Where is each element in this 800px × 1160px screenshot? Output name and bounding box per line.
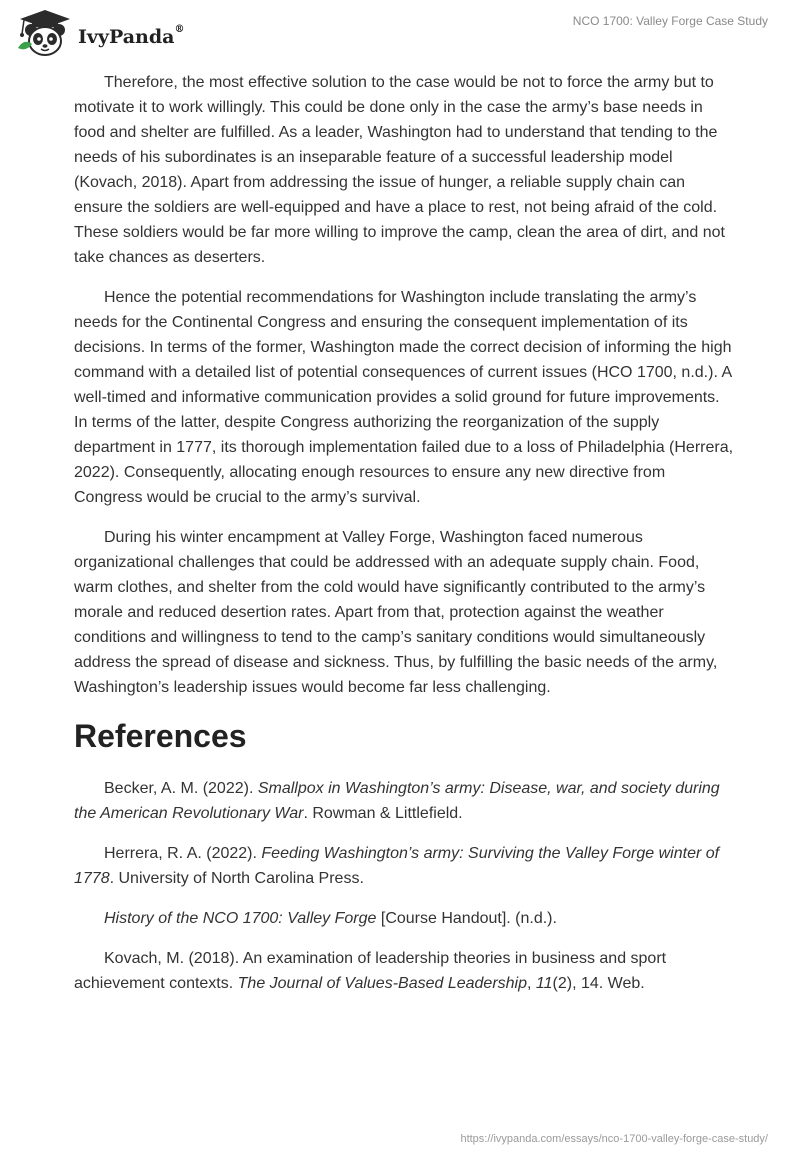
reference-kovach: Kovach, M. (2018). An examination of leadership theories in business and sport achievement contexts. The Journal of Values-Based Leadership, 11(2), 14. Web. <box>74 950 667 992</box>
brand-name: IvyPanda® <box>78 24 185 48</box>
essay-content <box>74 70 734 1011</box>
body-paragraph-2: Hence the potential recommendations for Washington include translating the army’s needs for the Continental Congress and ensuring the consequent implementation of its decisions. In terms of the former, Washington made the correct decision of informing the high command with a detailed list of potential consequences of current issues (HCO 1700, n.d.). A well-timed and informative communication provides a solid ground for future improvements. In terms of the latter, despite Congress authorizing the reorganization of the supply department in 1777, its thorough implementation failed due to a loss of Philadelphia (Herrera, 2022). Consequently, allocating enough resources to ensure any new directive from Congress would be crucial to the army’s survival. <box>74 289 734 506</box>
source-url[interactable]: https://ivypanda.com/essays/nco-1700-valley-forge-case-study/ <box>460 1133 768 1145</box>
registered-mark: ® <box>174 24 185 35</box>
reference-herrera: Herrera, R. A. (2022). Feeding Washington’s army: Surviving the Valley Forge winter of 1778. University of North Carolina Press. <box>74 845 720 887</box>
page-header <box>0 0 800 60</box>
panda-graduate-icon <box>14 8 76 58</box>
document-title: NCO 1700: Valley Forge Case Study <box>572 14 768 28</box>
body-paragraph-1: Therefore, the most effective solution to the case would be not to force the army but to motivate it to work willingly. This could be done only in the case the army’s base needs in food and shelter are fulfilled. As a leader, Washington had to understand that tending to the needs of his subordinates is an inseparable feature of a successful leadership model (Kovach, 2018). Apart from addressing the issue of hunger, a reliable supply chain can ensure the soldiers are well-equipped and have a place to rest, not being afraid of the cold. These soldiers would be far more willing to improve the camp, clean the area of dirt, and not take chances as deserters. <box>74 74 725 266</box>
references-heading: References <box>74 718 247 754</box>
reference-becker: Becker, A. M. (2022). Smallpox in Washington’s army: Disease, war, and society during the American Revolutionary War. Rowman & Littlefield. <box>74 780 720 822</box>
brand-logo[interactable] <box>14 8 214 58</box>
reference-nco-handout: History of the NCO 1700: Valley Forge [Course Handout]. (n.d.). <box>104 910 557 927</box>
body-paragraph-3: During his winter encampment at Valley Forge, Washington faced numerous organizational challenges that could be addressed with an adequate supply chain. Food, warm clothes, and shelter from the cold would have significantly contributed to the army’s morale and reduced desertion rates. Apart from that, protection against the weather conditions and willingness to tend to the camp’s sanitary conditions would simultaneously address the spread of disease and sickness. Thus, by fulfilling the basic needs of the army, Washington’s leadership issues would become far less challenging. <box>74 529 718 696</box>
